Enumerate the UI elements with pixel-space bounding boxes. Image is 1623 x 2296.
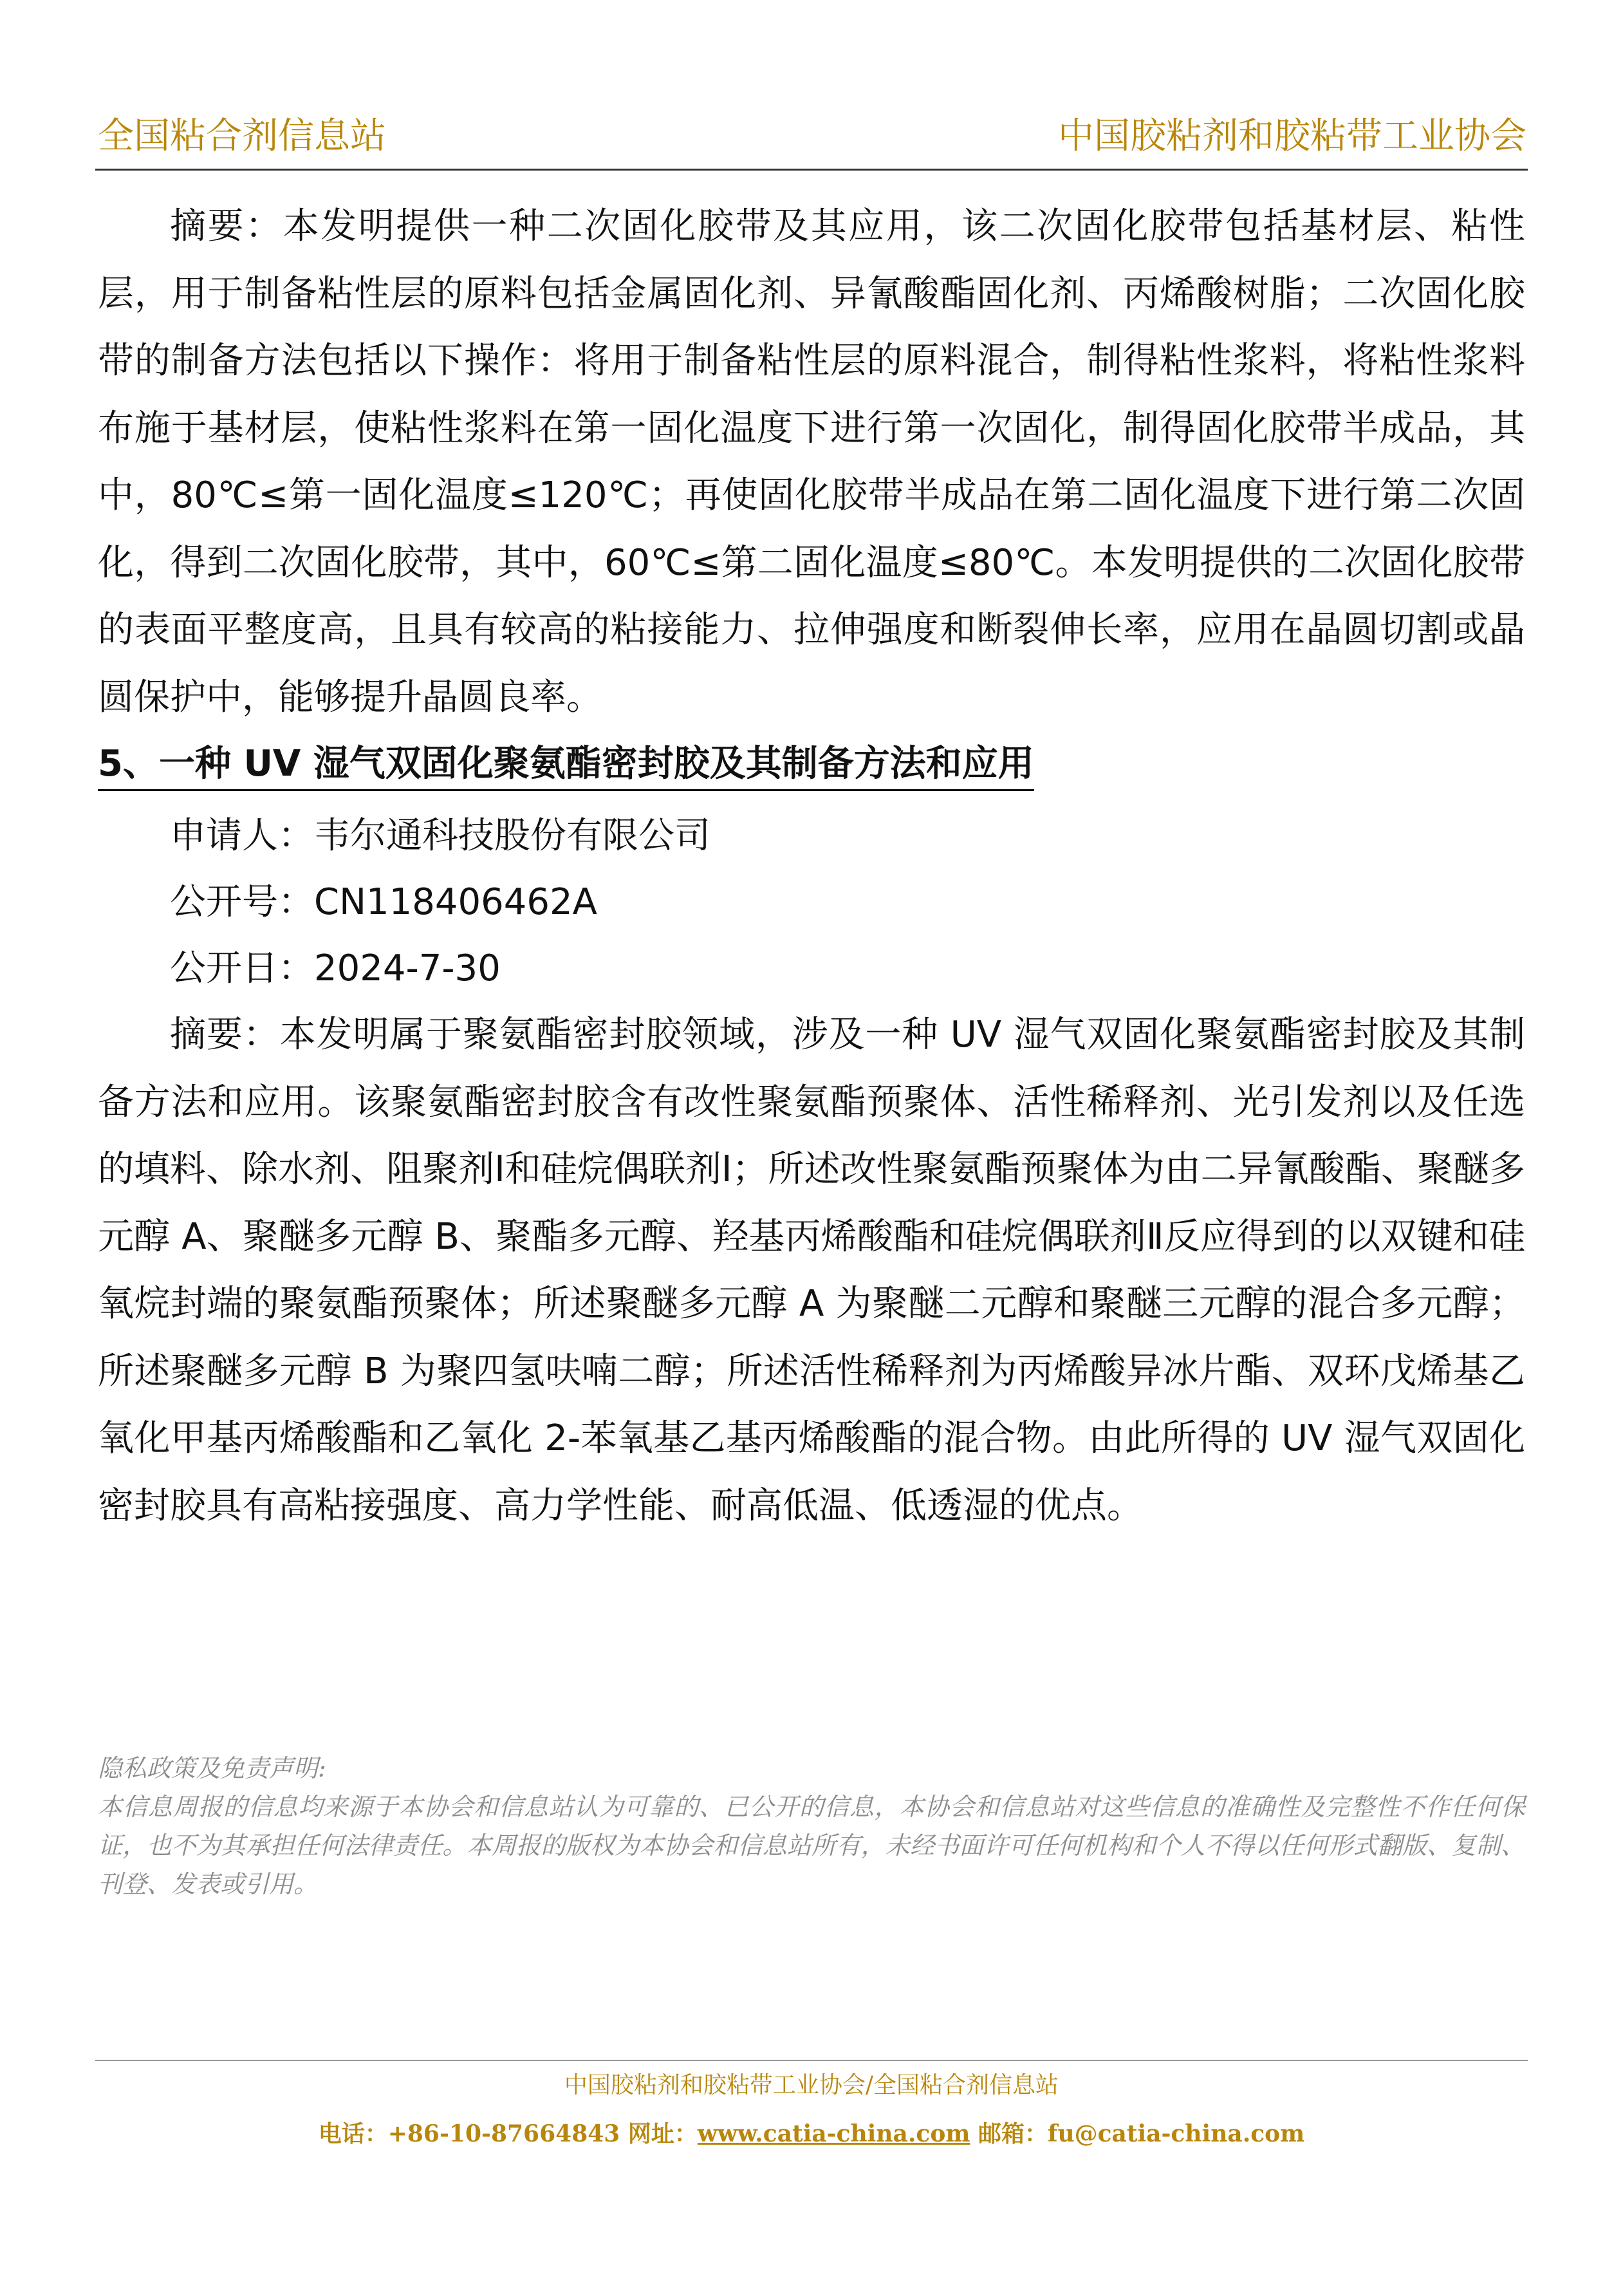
item5-applicant: 申请人：韦尔通科技股份有限公司	[170, 815, 710, 857]
footer-email: 邮箱：fu@catia-china.com	[970, 2120, 1305, 2147]
item5-publication-number: 公开号：CN118406462A	[170, 881, 597, 923]
footer-organization: 中国胶粘剂和胶粘带工业协会/全国粘合剂信息站	[564, 2072, 1059, 2098]
header-site-name: 全国粘合剂信息站	[98, 115, 386, 157]
footer-contact	[0, 2118, 1623, 2150]
disclaimer-title: 隐私政策及免责声明:	[98, 1754, 326, 1782]
footer-phone: 电话：+86-10-87664843 网址：	[318, 2120, 698, 2147]
item5-publication-date: 公开日：2024-7-30	[170, 947, 501, 989]
item5-title: 5、一种 UV 湿气双固化聚氨酯密封胶及其制备方法和应用	[98, 742, 1034, 791]
footer-website-link[interactable]: www.catia-china.com	[697, 2120, 970, 2147]
footer-divider	[95, 2060, 1528, 2061]
item5-abstract: 摘要：本发明属于聚氨酯密封胶领域，涉及一种 UV 湿气双固化聚氨酯密封胶及其制备方法和应用。该聚氨酯密封胶含有改性聚氨酯预聚体、活性稀释剂、光引发剂以及任选的填料、除水剂、阻聚剂Ⅰ和硅烷偶联剂Ⅰ；所述改性聚氨酯预聚体为由二异氰酸酯、聚醚多元醇 A、聚醚多元醇 B、聚酯多元醇、羟基丙烯酸酯和硅烷偶联剂Ⅱ反应得到的以双键和硅氧烷封端的聚氨酯预聚体；所述聚醚多元醇 A 为聚醚二元醇和聚醚三元醇的混合多元醇；所述聚醚多元醇 B 为聚四氢呋喃二醇；所述活性稀释剂为丙烯酸异冰片酯、双环戊烯基乙氧化甲基丙烯酸酯和乙氧化 2-苯氧基乙基丙烯酸酯的混合物。由此所得的 UV 湿气双固化密封胶具有高粘接强度、高力学性能、耐高低温、低透湿的优点。	[98, 1014, 1525, 1527]
disclaimer-body: 本信息周报的信息均来源于本协会和信息站认为可靠的、已公开的信息，本协会和信息站对这些信息的准确性及完整性不作任何保证，也不为其承担任何法律责任。本周报的版权为本协会和信息站所有，未经书面许可任何机构和个人不得以任何形式翻版、复制、刊登、发表或引用。	[98, 1793, 1525, 1898]
header-divider	[95, 169, 1528, 171]
header-association-name: 中国胶粘剂和胶粘带工业协会	[1058, 115, 1526, 157]
item4-abstract: 摘要：本发明提供一种二次固化胶带及其应用，该二次固化胶带包括基材层、粘性层，用于制备粘性层的原料包括金属固化剂、异氰酸酯固化剂、丙烯酸树脂；二次固化胶带的制备方法包括以下操作：将用于制备粘性层的原料混合，制得粘性浆料，将粘性浆料布施于基材层，使粘性浆料在第一固化温度下进行第一次固化，制得固化胶带半成品，其中，80℃≤第一固化温度≤120℃；再使固化胶带半成品在第二固化温度下进行第二次固化，得到二次固化胶带，其中，60℃≤第二固化温度≤80℃。本发明提供的二次固化胶带的表面平整度高，且具有较高的粘接能力、拉伸强度和断裂伸长率，应用在晶圆切割或晶圆保护中，能够提升晶圆良率。	[98, 205, 1525, 718]
